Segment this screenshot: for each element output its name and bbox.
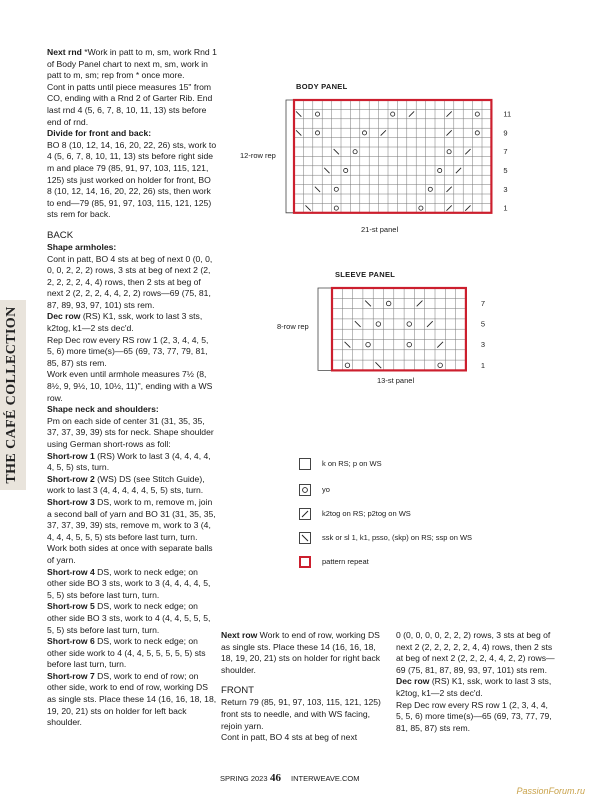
key-label: ssk or sl 1, k1, psso, (skp) on RS; ssp on WS (322, 533, 473, 542)
paragraph (396, 700, 556, 735)
paragraph-text: Work even until armhole measures 7½ (8, 8½, 9, 9½, 10, 10½, 11)", ending with a WS row. (47, 369, 213, 403)
paragraph-text: DS, work to neck edge; on other side BO 3 sts, work to 3 (4, 4, 4, 4, 5, 5, 5) sts before last turn, turn. (47, 566, 211, 600)
key-label: pattern repeat (322, 557, 369, 566)
k2tog-symbol (437, 342, 443, 348)
row-number: 9 (503, 128, 508, 138)
paragraph-text: FRONT (221, 685, 255, 697)
k2tog-symbol (446, 111, 451, 116)
yo-symbol (475, 131, 479, 135)
yo-symbol (438, 168, 442, 172)
yo-symbol (315, 112, 319, 116)
yo-symbol (438, 363, 443, 368)
paragraph-text: (RS) Work to last 3 (4, 4, 4, 4, 4, 5, 5) sts, turn. (47, 450, 211, 473)
paragraph (47, 47, 217, 82)
paragraph (47, 451, 217, 474)
row-number: 11 (503, 109, 512, 119)
run-in-heading: Next row (221, 630, 258, 640)
run-in-heading: Shape neck and shoulders: (47, 404, 159, 415)
paragraph-text: (RS) K1, ssk, work to last 3 sts, k2tog, k1—2 sts dec'd. (396, 676, 552, 698)
yo-symbol (407, 322, 412, 327)
paragraph-text: *Work in patt to m, sm, work Rnd 1 of Body Panel chart to next m, sm, work in patt to m, sm; rep from * once more. (47, 47, 217, 81)
sleeve-panel-width-label: 13-st panel (377, 376, 415, 385)
k2tog-symbol (381, 130, 386, 135)
watermark-text: PassionForum.ru (516, 786, 585, 796)
paragraph (47, 567, 217, 602)
yo-glyph (303, 488, 308, 493)
k2tog-symbol (409, 111, 414, 116)
run-in-heading: Short-row 1 (47, 450, 95, 461)
row-number: 1 (503, 203, 508, 213)
ssk-symbol (375, 362, 381, 368)
paragraph (47, 369, 217, 404)
yo-symbol (315, 131, 319, 135)
yo-symbol (407, 342, 412, 347)
run-in-heading: Dec row (47, 311, 81, 322)
k2tog-symbol (446, 187, 451, 192)
paragraph (47, 601, 217, 636)
paragraph-text: DS, work to neck edge; on other side work to 4 (4, 4, 5, 5, 5, 5, 5) sts before last turn, turn. (47, 636, 206, 670)
ssk-symbol (365, 301, 371, 307)
paragraph-text: (RS) K1, ssk, work to last 3 sts, k2tog, k1—2 sts dec'd. (47, 311, 203, 334)
sleeve-panel-rep-label: 8-row rep (277, 322, 309, 331)
paragraph-text: Pm on each side of center 31 (31, 35, 35, 37, 37, 39, 39) sts for neck. Shape shoulder using German short-rows as foll: (47, 415, 214, 449)
yo-symbol (334, 206, 338, 210)
row-number: 5 (503, 166, 508, 175)
paragraph-text: Cont in patt, BO 4 sts at beg of next (221, 732, 358, 743)
ssk-symbol (345, 342, 351, 348)
body-panel-width-label: 21-st panel (361, 225, 399, 234)
paragraph-text: DS, work to end of row; on other side, work to end of row, working DS as single sts. Place these 14 (16, 16, 18, 18, 19, 20, 21) sts on holder for left back shoulder. (47, 670, 217, 728)
paragraph (396, 630, 556, 676)
k2tog-symbol (446, 130, 451, 135)
run-in-heading: Divide for front and back: (47, 128, 152, 139)
yo-symbol (475, 112, 479, 116)
yo-symbol (334, 187, 338, 191)
repeat-bracket (318, 288, 332, 370)
key-swatch-repeat (299, 556, 311, 568)
ssk-symbol (334, 149, 339, 154)
yo-symbol (386, 301, 391, 306)
yo-symbol (366, 342, 371, 347)
repeat-bracket (286, 100, 294, 213)
k2tog-symbol (427, 321, 433, 327)
sleeve-panel-title: SLEEVE PANEL (335, 270, 396, 279)
footer-issue: SPRING 2023 (220, 774, 268, 783)
ssk-symbol (315, 187, 320, 192)
ssk-symbol (296, 130, 301, 135)
paragraph-text: Rep Dec row every RS row 1 (2, 3, 4, 4, 5, 5, 6) more time(s)—65 (69, 73, 77, 79, 81, 85, 87) sts rem. (47, 334, 209, 368)
yo-symbol (428, 187, 432, 191)
paragraph-text: Return 79 (85, 91, 97, 103, 115, 121, 125) front sts to needle, and with WS facing, rejoin yarn. (221, 697, 381, 731)
k2tog-glyph (302, 511, 308, 517)
sleeve-panel-chart (312, 284, 492, 374)
section-heading (221, 685, 384, 697)
page-number: 46 (270, 772, 281, 784)
paragraph (221, 732, 384, 744)
yo-symbol (353, 150, 357, 154)
sidebar (0, 0, 30, 800)
k2tog-symbol (456, 168, 461, 173)
paragraph (47, 497, 217, 567)
k2tog-icon (300, 509, 310, 519)
text-column-1 (47, 47, 217, 729)
key-swatch-blank (299, 458, 311, 470)
key-swatch-yo (299, 484, 311, 496)
text-column-3 (396, 630, 556, 734)
row-number: 1 (480, 360, 486, 370)
paragraph-text: 0 (0, 0, 0, 0, 2, 2, 2) rows, 3 sts at beg of next 2 (2, 2, 2, 2, 2, 4, 4) rows, then 2 sts at beg of next 2 (2, 2, 2, 4, 4, 2, 2) rows—69 (75, 81, 87, 89, 93, 97, 101) sts rem. (396, 630, 555, 675)
run-in-heading: Short-row 7 (47, 670, 95, 681)
key-label: k2tog on RS; p2tog on WS (322, 509, 411, 518)
paragraph (47, 242, 217, 254)
yo-symbol (345, 363, 350, 368)
body-panel-title: BODY PANEL (296, 82, 348, 91)
key-swatch-k2tog (299, 508, 311, 520)
ssk-symbol (324, 168, 329, 173)
ssk-symbol (305, 205, 310, 210)
paragraph (47, 140, 217, 221)
key-swatch-ssk (299, 532, 311, 544)
paragraph (221, 630, 384, 676)
yo-symbol (447, 150, 451, 154)
paragraph-text: BO 8 (10, 12, 14, 16, 20, 22, 26) sts, work to 4 (5, 6, 7, 8, 10, 11, 13) sts before right side m and place 79 (85, 91, 97, 103, 115, 121, 125) sts just worked on holder for front, BO 8 (10, 12, 14, 16, 20, 22, 26) sts, then work to end—79 (85, 91, 97, 103, 115, 121, 125) sts rem for back. (47, 139, 217, 220)
paragraph-text: Cont in patts until piece measures 15" from CO, ending with a Rnd 2 of Garter Rib. End last rnd 4 (5, 6, 7, 8, 10, 11, 13) sts before end of rnd. (47, 81, 213, 127)
paragraph (47, 404, 217, 416)
key-label: yo (322, 485, 330, 494)
ssk-symbol (296, 111, 301, 116)
paragraph-text: Cont in patt, BO 4 sts at beg of next 0 (0, 0, 0, 0, 2, 2, 2) rows, 3 sts at beg of next 2 (2, 2, 2, 2, 2, 4, 4) rows, then 2 sts at beg of next 2 (2, 2, 2, 4, 4, 2, 2) rows—69 (75, 81, 87, 89, 93, 97, 101) sts rem. (47, 253, 213, 310)
run-in-heading: Short-row 2 (47, 473, 95, 484)
ssk-glyph (302, 535, 308, 541)
section-heading (47, 230, 217, 242)
row-number: 5 (480, 319, 486, 329)
row-number: 3 (480, 340, 486, 350)
paragraph (47, 416, 217, 451)
run-in-heading: Short-row 5 (47, 601, 95, 612)
yo-icon (300, 485, 310, 495)
row-number: 7 (480, 298, 486, 308)
run-in-heading: Short-row 6 (47, 636, 95, 647)
k2tog-symbol (417, 301, 423, 307)
paragraph-text: Rep Dec row every RS row 1 (2, 3, 4, 4, 5, 5, 6) more time(s)—65 (69, 73, 77, 79, 81, 85, 87) sts rem. (396, 699, 552, 733)
run-in-heading: Dec row (396, 676, 430, 687)
paragraph-text: DS, work to neck edge; on other side BO 3 sts, work to 4 (4, 4, 5, 5, 5, 5, 5) sts before last turn, turn. (47, 601, 211, 635)
k2tog-symbol (446, 205, 451, 210)
paragraph (47, 254, 217, 312)
body-panel-rep-label: 12-row rep (240, 151, 276, 160)
paragraph-text: DS, work to m, remove m, join a second ball of yarn and BO 31 (31, 35, 35, 37, 37, 39, 39) sts, remove m, work to 3 (4, 4, 4, 4, 5, 5, 5) sts before last turn, turn. Work both sides at once with separate balls of yarn. (47, 496, 216, 565)
k2tog-symbol (465, 205, 470, 210)
paragraph (47, 128, 217, 140)
row-number: 3 (503, 184, 508, 194)
ssk-symbol (355, 321, 361, 327)
paragraph (47, 671, 217, 729)
yo-symbol (344, 168, 348, 172)
paragraph (47, 474, 217, 497)
footer (0, 772, 591, 786)
yo-symbol (362, 131, 366, 135)
run-in-heading: Next rnd (47, 47, 82, 57)
yo-symbol (391, 112, 395, 116)
paragraph (47, 335, 217, 370)
key-label: k on RS; p on WS (322, 459, 382, 468)
paragraph (221, 697, 384, 732)
yo-symbol (376, 322, 381, 327)
paragraph-text: (WS) DS (see Stitch Guide), work to last 3 (4, 4, 4, 4, 4, 5, 5) sts, turn. (47, 473, 205, 496)
run-in-heading: Short-row 3 (47, 496, 95, 507)
row-number: 7 (503, 147, 508, 157)
paragraph (47, 82, 217, 128)
ssk-icon (300, 533, 310, 543)
body-panel-chart (280, 95, 520, 220)
paragraph-text: Work to end of row, working DS as single sts. Place these 14 (16, 16, 18, 18, 19, 20, 21) sts on holder for right back shoulder. (221, 630, 381, 675)
section-title: THE CAFÉ COLLECTION (4, 306, 19, 484)
paragraph (396, 676, 556, 699)
paragraph (47, 311, 217, 334)
yo-symbol (419, 206, 423, 210)
paragraph (47, 636, 217, 671)
paragraph-text: BACK (47, 229, 74, 241)
k2tog-symbol (465, 149, 470, 154)
run-in-heading: Short-row 4 (47, 566, 95, 577)
text-column-2 (221, 630, 384, 744)
footer-site: INTERWEAVE.COM (291, 774, 360, 783)
run-in-heading: Shape armholes: (47, 241, 117, 252)
